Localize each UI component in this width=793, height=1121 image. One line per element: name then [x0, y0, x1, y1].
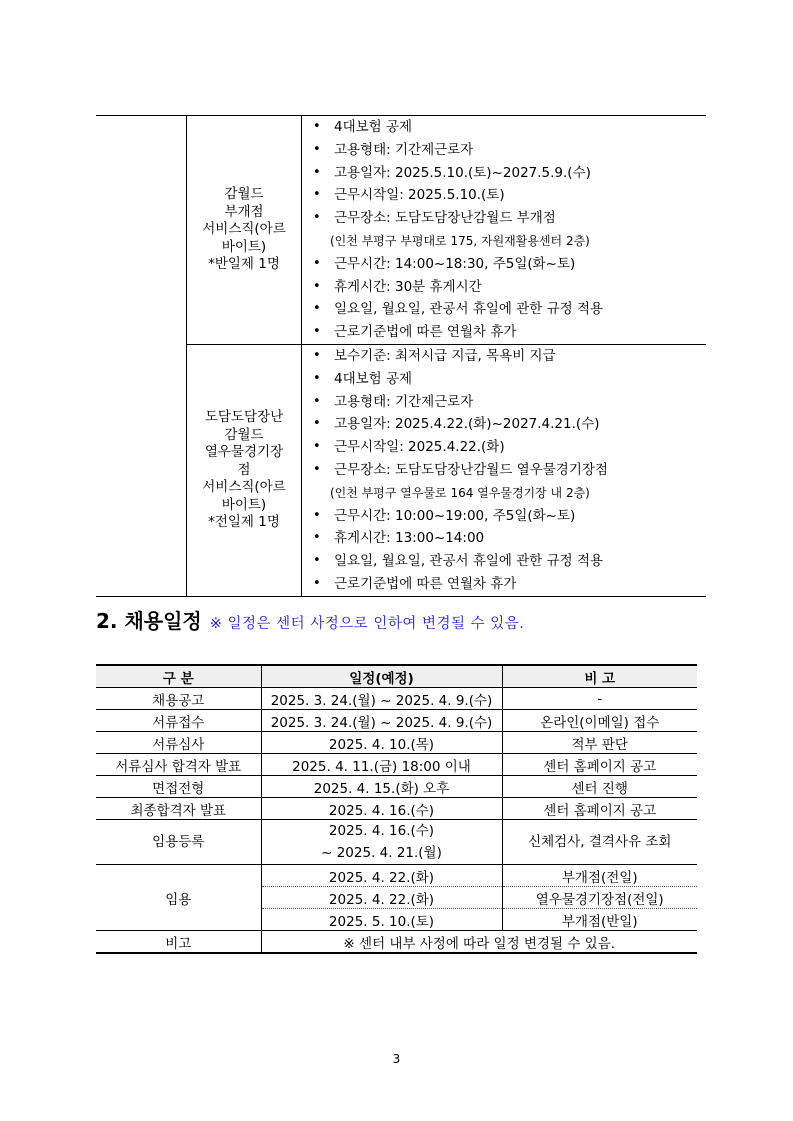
bullet-icon: • [313, 370, 321, 386]
row-label: 비고 [96, 931, 261, 954]
detail-item [302, 505, 706, 528]
row-remark: 열우물경기장점(전일) [502, 887, 697, 909]
detail-item [302, 321, 706, 344]
detail-text: 고용일자: 2025.4.22.(화)~2027.4.21.(수) [334, 416, 600, 433]
bullet-icon: • [313, 530, 321, 546]
detail-item [302, 345, 706, 368]
row-remark: - [502, 688, 697, 710]
detail-item [302, 276, 706, 299]
detail-item [302, 573, 706, 596]
section-heading [96, 605, 524, 634]
header-date: 일정(예정) [261, 665, 502, 688]
row-remark: 센터 홈페이지 공고 [502, 798, 697, 820]
position-details-cell [302, 116, 707, 345]
row-remark: 신체검사, 결격사유 조회 [502, 820, 697, 865]
position-name-line: 점 [237, 461, 251, 478]
detail-item [302, 459, 706, 482]
detail-text: 근무시간: 14:00~18:30, 주5일(화~토) [334, 255, 576, 272]
position-name-line: *전일제 1명 [208, 514, 280, 531]
bullet-icon: • [313, 141, 321, 157]
detail-text: 근로기준법에 따른 연월차 휴가 [334, 324, 517, 341]
position-name-line: 열우물경기장 [204, 444, 284, 461]
detail-text: (인천 부평구 부평대로 175, 자원재활용센터 2층) [330, 233, 590, 248]
page-number: 3 [392, 1052, 401, 1066]
bullet-icon: • [313, 187, 321, 203]
row-label: 서류심사 [96, 732, 261, 754]
schedule-row [96, 776, 697, 798]
row-date: 2025. 5. 10.(토) [261, 909, 502, 931]
detail-item [302, 184, 706, 207]
detail-text: 4대보험 공제 [334, 119, 413, 135]
position-name-cell [187, 116, 302, 345]
bullet-icon: • [313, 278, 321, 294]
detail-item [302, 527, 706, 550]
schedule-table [96, 664, 697, 954]
bullet-icon: • [313, 255, 321, 271]
position-name-line: 감월드 [224, 186, 264, 203]
row-date-line: 2025. 4. 16.(수) [328, 823, 435, 839]
detail-text: 휴게시간: 30분 휴게시간 [334, 278, 482, 295]
position-details-cell [302, 344, 707, 596]
bullet-icon: • [313, 393, 321, 409]
row-label: 서류심사 합격자 발표 [96, 754, 261, 776]
row-date: 2025. 4. 10.(목) [261, 732, 502, 754]
bullet-icon: • [313, 301, 321, 317]
position-name-line: 부개점 [224, 203, 264, 220]
detail-text: 근무장소: 도담도담장난감월드 부개점 [334, 210, 556, 227]
detail-text: 4대보험 공제 [334, 370, 413, 387]
position-name-line: 서비스직(아르 [202, 221, 286, 238]
detail-item [302, 368, 706, 391]
category-cell [96, 344, 187, 596]
row-remark: 부개점(전일) [502, 865, 697, 887]
position-name-line: 바이트) [221, 238, 267, 255]
bullet-icon: • [313, 324, 321, 340]
detail-item [302, 162, 706, 185]
category-cell [96, 116, 187, 345]
row-remark: 센터 홈페이지 공고 [502, 754, 697, 776]
detail-item [302, 298, 706, 321]
row-date: 2025. 4. 22.(화) [261, 887, 502, 909]
position-row [96, 116, 706, 345]
row-label: 서류접수 [96, 710, 261, 732]
row-date: 2025. 4. 15.(화) 오후 [261, 776, 502, 798]
schedule-row [96, 820, 697, 865]
detail-subnote [302, 482, 706, 505]
bullet-icon: • [313, 507, 321, 523]
detail-text: 고용형태: 기간제근로자 [334, 393, 474, 410]
schedule-row [96, 754, 697, 776]
detail-text: 고용형태: 기간제근로자 [334, 141, 474, 158]
bullet-icon: • [313, 439, 321, 455]
bullet-icon: • [313, 119, 321, 134]
detail-text: 보수기준: 최저시급 지급, 목욕비 지급 [334, 347, 556, 364]
schedule-row [96, 865, 697, 887]
bullet-icon: • [313, 164, 321, 180]
bullet-icon: • [313, 210, 321, 226]
position-table [96, 115, 706, 597]
row-date: 2025. 3. 24.(월) ~ 2025. 4. 9.(수) [261, 688, 502, 710]
details-list [302, 345, 706, 596]
row-date-line: ~ 2025. 4. 21.(월) [321, 845, 442, 861]
schedule-row [96, 798, 697, 820]
position-name-cell [187, 344, 302, 596]
position-row [96, 344, 706, 596]
row-label: 임용등록 [96, 820, 261, 865]
schedule-row [96, 688, 697, 710]
detail-item [302, 207, 706, 230]
schedule-row [96, 931, 697, 954]
detail-item [302, 436, 706, 459]
position-name-line: *반일제 1명 [208, 256, 280, 273]
position-name-line: 도담도담장난 [204, 409, 284, 426]
schedule-row [96, 732, 697, 754]
row-note: ※ 센터 내부 사정에 따라 일정 변경될 수 있음. [261, 931, 697, 954]
row-label: 최종합격자 발표 [96, 798, 261, 820]
header-category: 구 분 [96, 665, 261, 688]
row-label: 임용 [96, 865, 261, 931]
detail-text: 근무장소: 도담도담장난감월드 열우물경기장점 [334, 461, 608, 478]
detail-item [302, 413, 706, 436]
bullet-icon: • [313, 553, 321, 569]
bullet-icon: • [313, 347, 321, 363]
section-note: ※ 일정은 센터 사정으로 인하여 변경될 수 있음. [209, 616, 525, 632]
header-remark: 비 고 [502, 665, 697, 688]
bullet-icon: • [313, 575, 321, 591]
schedule-row [96, 710, 697, 732]
detail-item [302, 139, 706, 162]
position-name-line: 감월드 [224, 426, 264, 443]
detail-text: 근무시작일: 2025.4.22.(화) [334, 439, 505, 456]
detail-item [302, 391, 706, 414]
row-date [261, 820, 502, 865]
row-label: 채용공고 [96, 688, 261, 710]
detail-text: 근무시간: 10:00~19:00, 주5일(화~토) [334, 507, 576, 524]
row-date: 2025. 3. 24.(월) ~ 2025. 4. 9.(수) [261, 710, 502, 732]
bullet-icon: • [313, 416, 321, 432]
schedule-header-row [96, 665, 697, 688]
position-name-line: 서비스직(아르 [202, 479, 286, 496]
detail-text: (인천 부평구 열우물로 164 열우물경기장 내 2층) [330, 485, 590, 500]
bullet-icon: • [313, 461, 321, 477]
row-date: 2025. 4. 16.(수) [261, 798, 502, 820]
detail-text: 휴게시간: 13:00~14:00 [334, 530, 485, 547]
position-name-line: 바이트) [221, 496, 267, 513]
detail-subnote [302, 230, 706, 253]
detail-text: 일요일, 월요일, 관공서 휴일에 관한 규정 적용 [334, 301, 604, 318]
row-label: 면접전형 [96, 776, 261, 798]
section-title: 2. 채용일정 [96, 609, 202, 633]
row-remark: 부개점(반일) [502, 909, 697, 931]
row-date: 2025. 4. 11.(금) 18:00 이내 [261, 754, 502, 776]
detail-item [302, 550, 706, 573]
detail-item [302, 116, 706, 139]
row-remark: 온라인(이메일) 접수 [502, 710, 697, 732]
row-remark: 센터 진행 [502, 776, 697, 798]
detail-text: 일요일, 월요일, 관공서 휴일에 관한 규정 적용 [334, 553, 604, 570]
row-remark: 적부 판단 [502, 732, 697, 754]
detail-text: 근로기준법에 따른 연월차 휴가 [334, 575, 517, 592]
row-date: 2025. 4. 22.(화) [261, 865, 502, 887]
details-list [302, 116, 706, 344]
detail-text: 근무시작일: 2025.5.10.(토) [334, 187, 505, 204]
detail-item [302, 253, 706, 276]
detail-text: 고용일자: 2025.5.10.(토)~2027.5.9.(수) [334, 164, 591, 181]
